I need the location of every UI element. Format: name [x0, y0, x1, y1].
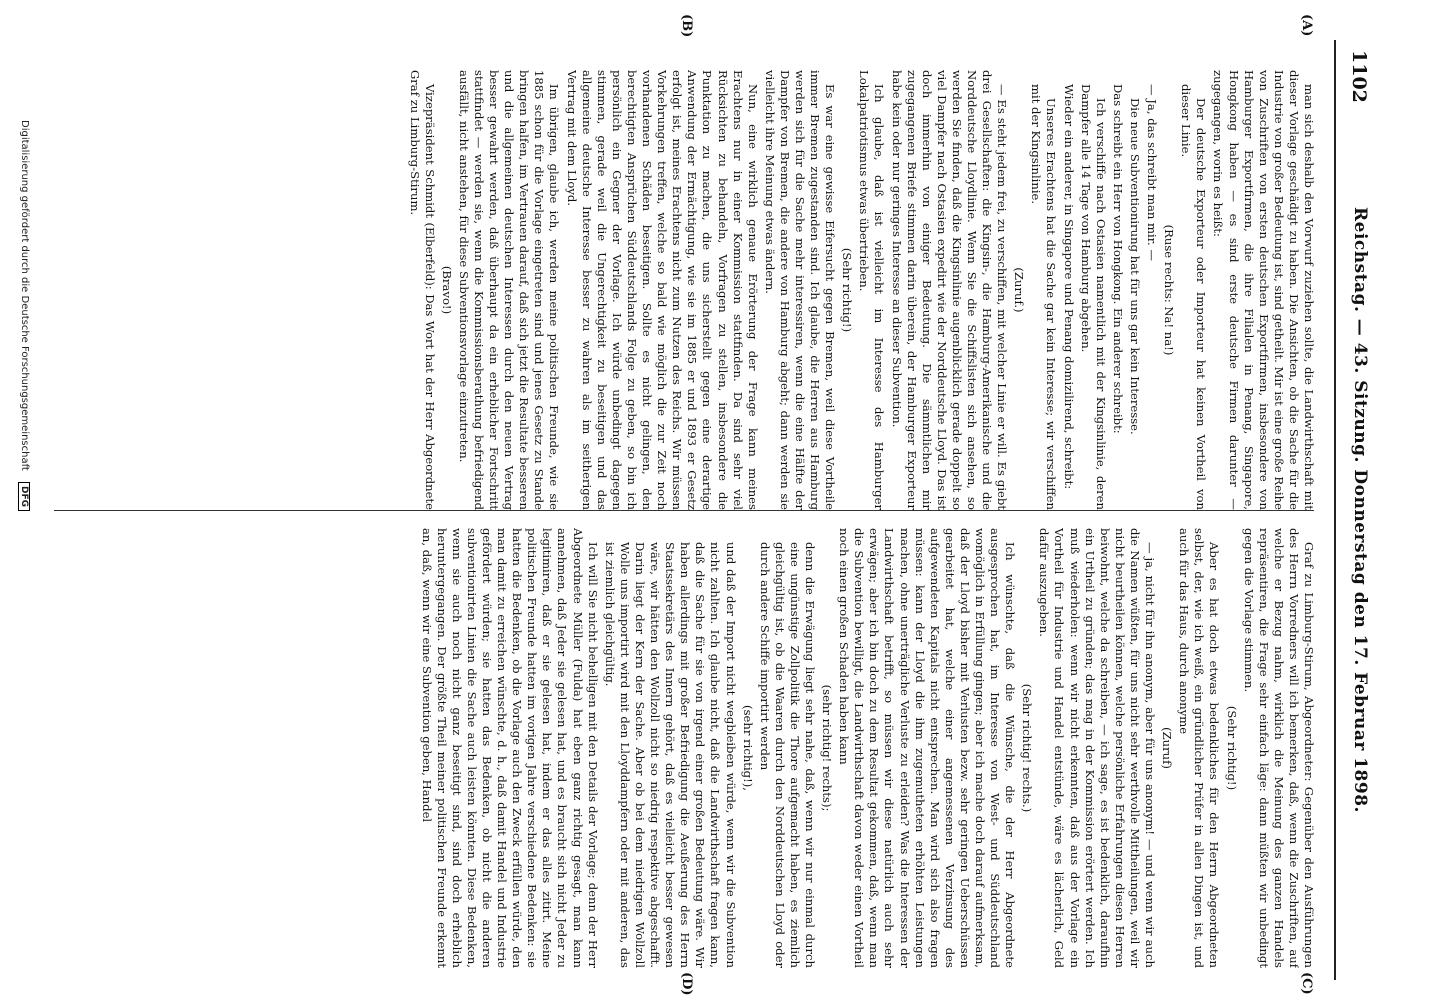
- dfg-logo: DFG: [18, 482, 30, 511]
- margin-marker-b: (B): [679, 14, 694, 38]
- paragraph: Nun, eine wirklich genaue Erörterung der Frage kann meines Erachtens nur in einer Kommission stattfinden. Da sind sehr viel Rücksichten zu behandeln, Vorfragen zu stellen, insbesondere die Punktation zu machen, die uns sicherstellt gegen eine derartige Anwendung der Ermächtigung, wie sie im 1885 er und 1893 er Gesetz erfolgt ist, meines Erachtens nicht zum Nutzen des Reichs. Wir müssen Vorkehrungen treffen, welche so bald wie möglich die zur Zeit noch vorhandenen Schäden beseitigen. Sollte es nicht gelingen, den berechtigten Ansprüchen Süddeutschlands Folge zu geben, so bin ich persönlich ein Gegner der Vorlage. Ich würde unbedingt dagegen stimmen, gerade weil die Ungerechtigkeit zu beseitigen und das allgemeine deutsche Interesse besser zu wahren als im seitherigen Vertrag mit dem Lloyd.: [564, 70, 760, 510]
- paragraph: Wieder ein anderer, in Singapore und Penang domizilirend, schreibt:: [1061, 84, 1076, 490]
- paragraph: — Es steht jedem frei, zu verschiffen, mit welcher Linie er will. Es giebt drei Gesellschaften: die Kingsin-, die Hamburg-Amerikanische und die Norddeutsche Lloydlinie. Wenn Sie die Schiffslisten sich ansehen, so werden Sie finden, daß die Kingsinlinie augenblicklich gerade doppelt so viel Dampfer nach Ostasien expedirt wie der Norddeutsche Lloyd. Das ist doch immerhin von einiger Bedeutung. Die sämmtlichen mir zugegangenen Briefe stimmen darin überein, der Hamburger Exporteur habe kein oder nur geringes Interesse an dieser Subvention.: [889, 70, 1010, 510]
- right-column: [46, 528, 1316, 968]
- interjection: (Sehr richtig!): [1224, 705, 1239, 791]
- interjection: (Zuruf.): [1012, 267, 1027, 313]
- paragraph: Es war eine gewisse Eifersucht gegen Bremen, weil diese Vortheile immer Bremen zugestanden sind. Ich glaube, die Herren aus Hamburg werden sich für die Sache mehr interessiren, wenn die eine Hälfte der Dampfer von Bremen, die andere von Hamburg abgeht; dann werden sie vielleicht ihre Meinung etwas ändern.: [762, 70, 838, 510]
- interjection: (Zuruf): [1160, 727, 1175, 769]
- paragraph: — Ja, das schreibt man mir. —: [1145, 84, 1160, 261]
- speaker-line: Vizepräsident Schmidt (Elberfeld): Das Wort hat der Herr Abgeordnete Graf zu Limburg-Stirum.: [407, 70, 437, 510]
- paragraph: man sich deshalb den Vorwurf zuziehen sollte, die Landwirthschaft mit dieser Vorlage geschädigt zu haben. Die Ansichten, ob die Sache für die Industrie von großer Bedeutung ist, sind getheilt. Mir ist eine große Reihe von Zuschriften von ersten deutschen Exportfirmen, insbesondere von Hamburger Exportfirmen, die ihre Filialen in Penang, Singapore, Hongkong haben — es sind erste deutsche Firmen darunter — zugegangen, worin es heißt:: [1211, 70, 1316, 510]
- left-column: [46, 70, 1316, 510]
- column-divider: [54, 510, 1314, 511]
- interjection: (Sehr richtig! rechts.): [1020, 683, 1035, 813]
- interjection: (sehr richtig!),: [740, 705, 755, 791]
- paragraph: Im übrigen, glaube ich, werden meine politischen Freunde, wie sie 1885 schon für die Vorlage eingetreten sind und jenes Gesetz zu Stande bringen halfen, im Vertrauen darauf, daß sich jetzt die Resultate besseren und die allgemeinen deutschen Interessen durch den neuen Vertrag besser gewahrt werden, daß überhaupt da ein erheblicher Fortschritt stattfindet — werden sie, wenn die Kommissionsberathung befriedigend ausfällt, nicht anstehen, für diese Subventionsvorlage einzutreten.: [456, 70, 562, 510]
- interjection: (Ruse rechts: Na! na!): [1162, 224, 1177, 356]
- running-title: Reichstag. — 43. Sitzung. Donnerstag den 17. Februar 1898.: [1350, 207, 1370, 813]
- quotation: Unseres Erachtens hat die Sache gar kein Interesse; wir verschiffen mit der Kingsinlinie.: [1029, 84, 1059, 510]
- paragraph: Ich will Sie nicht behelligen mit den Details der Vorlage; denn der Herr Abgeordnete Müller (Fulda) hat eben ganz richtig gesagt, man kann annehmen, daß Jeder sie gelesen hat, und es braucht sich nicht Jeder zu legitimiren, daß er sie gelesen hat, indem er das alles zitirt. Meine politischen Freunde hatten im vorigen Jahre verschiedene Bedenken: sie hatten die Bedenken, ob die Vorlage auch den Zweck erfüllen würde, den man damit zu erreichen wünschte, d. h., daß damit Handel und Industrie gefördert würden; sie hatten das Bedenken, ob nicht die anderen subventionirten Linien die Sache auch leisten könnten. Diese Bedenken, wenn sie auch noch nicht ganz beseitigt sind, sind doch erheblich heruntergegangen. Der größte Theil meiner politischen Freunde erkennt an, daß, wenn wir eine Subvention geben, Handel: [419, 528, 600, 968]
- margin-marker-c: (C): [1299, 972, 1314, 995]
- quotation: Die neue Subventionirung hat für uns gar kein Interesse.: [1127, 98, 1142, 435]
- quotation: Der deutsche Exporteur oder Importeur hat keinen Vortheil von dieser Linie.: [1179, 84, 1209, 510]
- speaker-paragraph: Graf zu Limburg-Stirum, Abgeordneter: Gegenüber den Ausführungen des Herrn Vorredners will ich bemerken, daß, wenn die Zuschriften, auf welche er Bezug nahm, wirklich die Meinung des ganzen Handels repräsentiren, die Frage sehr einfach läge: dann müßten wir unbedingt gegen die Vorlage stimmen.: [1241, 528, 1316, 968]
- paragraph: — ja, nicht für ihn anonym, aber für uns anonym! — und wenn wir auch die Namen wüßten, für uns nicht sehr werthvolle Mittheilungen, weil wir nicht beurtheilen können, welche persönliche Erfahrungen diesen Herren beiwohnt, welche da schreiben, — ich sage, es ist bedenklich, daraufhin ein Urtheil zu gründen; das mag in der Kommission erörtert werden. Ich muß wiederholen: wenn wir nicht erkennten, daß aus der Vorlage ein Vortheil für Industrie und Handel entstünde, wäre es lächerlich, Geld dafür auszugeben.: [1037, 528, 1158, 968]
- paragraph: Ich wünschte, daß die Wünsche, die der Herr Abgeordnete ausgesprochen hat, im Interesse von West- und Süddeutschland womöglich in Erfüllung gingen; aber ich mache doch darauf aufmerksam, daß der Lloyd bisher mit Verlusten bezw. sehr geringen Ueberschüssen gearbeitet hat, welche einer angemessenen Verzinsung des aufgewendeten Kapitals nicht entsprechen. Man wird sich also fragen müssen: kann der Lloyd die ihm zugemutheten erhöhten Leistungen machen, ohne unerträgliche Verluste zu erleiden? Was die Interessen der Landwirthschaft betrifft, so müssen wir diese natürlich auch sehr erwägen; aber ich bin doch zu dem Resultat gekommen, daß, wenn man die Subvention bewilligt, die Landwirthschaft davon weder einen Vortheil noch einen großen Schaden haben kann: [837, 528, 1018, 968]
- page-number: 1102: [1348, 50, 1370, 103]
- interjection: (sehr richtig! rechts);: [820, 684, 835, 812]
- quotation: Ich verschiffe nach Ostasien namentlich mit der Kingsinlinie, deren Dampfer alle 14 Tage von Hamburg abgehen.: [1078, 84, 1108, 510]
- funding-note: Digitalisierung gefördert durch die Deutsche Forschungsgemeinschaft: [19, 120, 30, 471]
- page-header: [1334, 40, 1376, 980]
- digitization-note: [18, 120, 30, 990]
- paragraph: Das schreibt ein Herr von Hongkong. Ein anderer schreibt:: [1110, 84, 1125, 434]
- interjection: (Sehr richtig!): [840, 247, 855, 333]
- paragraph: Aber es hat doch etwas bedenkliches für den Herrn Abgeordneten selbst, der, wie ich weiß, ein gründlicher Prüfer in allen Dingen ist, und auch für das Haus, durch anonyme: [1177, 528, 1222, 968]
- paragraph: denn die Erwägung liegt sehr nahe, daß, wenn wir nur einmal durch eine ungünstige Zollpolitik die Thore aufgemacht haben, es ziemlich gleichgültig ist, ob die Waaren durch den Norddeutschen Lloyd oder durch andere Schiffe importirt werden: [757, 542, 817, 968]
- interjection: (Bravo!): [439, 265, 454, 315]
- paragraph: Ich glaube, daß ist vielleicht im Interesse des Hamburger Lokalpatriotismus etwas übertrieben.: [857, 70, 887, 510]
- paragraph: und daß der Import nicht wegbleiben würde, wenn wir die Subvention nicht zahlten. Ich glaube nicht, daß die Landwirthschaft fragen kann, daß die Sache für sie von irgend einer großen Bedeutung wäre. Wir haben allerdings mit großer Befriedigung die Aeußerung des Herrn Staatssekretärs des Innern gehört, daß es vielleicht besser gewesen wäre, wir hätten den Wollzoll nicht so niedrig respektive abgeschafft. Darin liegt der Kern der Sache. Aber ob bei dem niedrigen Wollzoll Wolle uns importirt wird mit den Lloyddampfern oder mit anderen, das ist ziemlich gleichgültig.: [602, 542, 738, 968]
- margin-marker-d: (D): [679, 972, 694, 996]
- margin-marker-a: (A): [1299, 14, 1314, 37]
